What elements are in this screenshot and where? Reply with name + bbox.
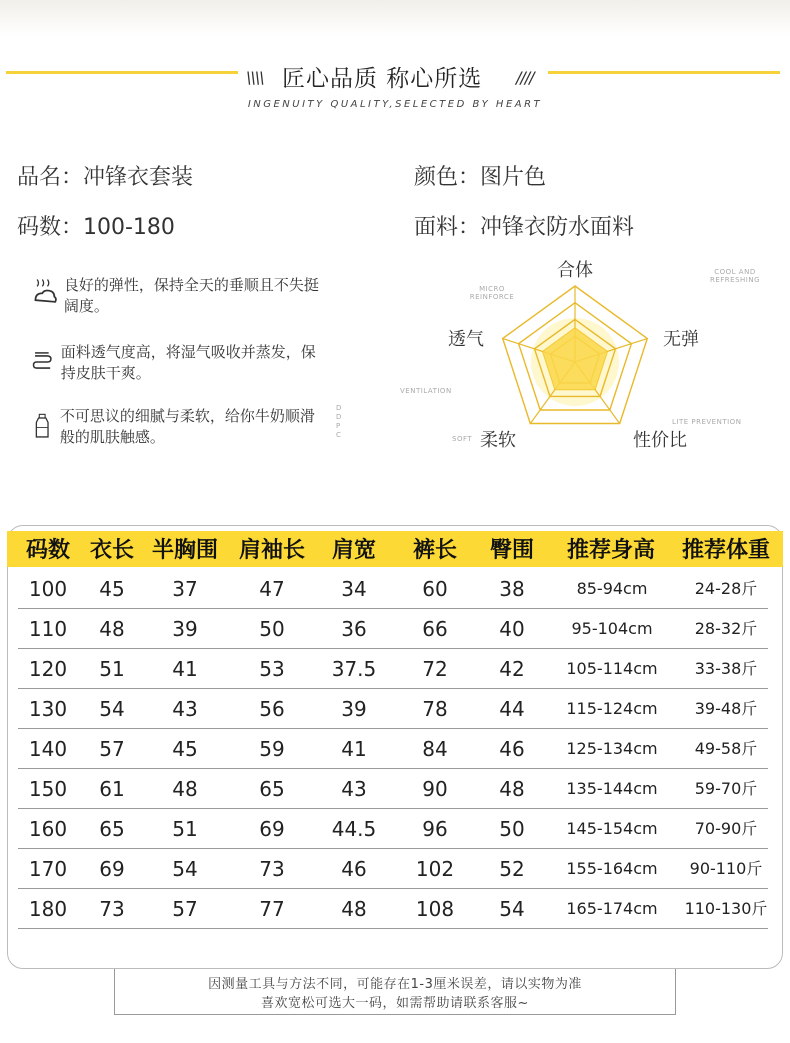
table-cell: 57 [99, 737, 125, 761]
table-cell: 100 [28, 577, 68, 601]
table-cell: 46 [499, 737, 525, 761]
table-cell: 77 [259, 897, 285, 921]
table-cell: 46 [341, 857, 367, 881]
table-cell: 90-110斤 [689, 859, 763, 878]
table-cell: 59 [259, 737, 285, 761]
table-cell: 73 [259, 857, 285, 881]
table-cell: 61 [99, 777, 125, 801]
table-cell: 44.5 [331, 817, 377, 841]
table-cell: 102 [415, 857, 455, 881]
table-cell: 28-32斤 [694, 619, 758, 638]
table-cell: 54 [499, 897, 525, 921]
col-header-pants-length: 裤长 [412, 538, 457, 563]
ghost-label-micro: MICRO REINFORCE [469, 285, 515, 301]
ghost-label-ventilation: VENTILATION [400, 387, 452, 395]
table-cell: 69 [259, 817, 285, 841]
table-cell: 48 [99, 617, 125, 641]
table-cell: 54 [99, 697, 125, 721]
table-cell: 42 [499, 657, 525, 681]
table-cell: 49-58斤 [694, 739, 758, 758]
table-cell: 59-70斤 [694, 779, 758, 798]
table-cell: 135-144cm [566, 779, 658, 798]
radar-label-no-stretch: 无弹 [663, 329, 699, 350]
table-cell: 66 [422, 617, 448, 641]
table-cell: 52 [499, 857, 525, 881]
table-cell: 24-28斤 [694, 579, 758, 598]
radar-label-soft: 柔软 [480, 430, 516, 451]
table-cell: 96 [422, 817, 448, 841]
table-cell: 33-38斤 [694, 659, 758, 678]
table-cell: 115-124cm [566, 699, 658, 718]
table-cell: 51 [172, 817, 198, 841]
table-cell: 45 [172, 737, 198, 761]
product-color: 颜色：图片色 [414, 165, 547, 190]
col-header-shoulder: 肩宽 [331, 538, 376, 563]
table-cell: 108 [415, 897, 455, 921]
feature-text: 良好的弹性，保持全天的垂顺且不失挺阔度。 [63, 276, 319, 315]
header-subtitle: INGENUITY QUALITY,SELECTED BY HEART [247, 99, 543, 110]
ghost-label-ddpc: DDPC [336, 404, 342, 439]
feature-text: 面料透气度高，将湿气吸收并蒸发，保持皮肤干爽。 [60, 343, 316, 382]
table-cell: 90 [422, 777, 448, 801]
table-cell: 105-114cm [566, 659, 658, 678]
ghost-label-soft: SOFT [452, 435, 473, 443]
table-cell: 110-130斤 [684, 899, 768, 918]
table-row [18, 569, 768, 609]
table-cell: 38 [499, 577, 525, 601]
table-cell: 43 [341, 777, 367, 801]
table-cell: 125-134cm [566, 739, 658, 758]
table-cell: 54 [172, 857, 198, 881]
table-cell: 120 [28, 657, 68, 681]
header-title: 匠心品质 称心所选 [282, 66, 483, 92]
table-cell: 85-94cm [576, 579, 648, 598]
col-header-height: 推荐身高 [566, 538, 655, 563]
table-cell: 39-48斤 [694, 699, 758, 718]
note-line-1: 因测量工具与方法不同，可能存在1-3厘米误差，请以实物为准 [208, 977, 582, 992]
radar-label-value: 性价比 [633, 430, 687, 451]
table-cell: 48 [499, 777, 525, 801]
table-row [18, 729, 768, 769]
note-line-2: 喜欢宽松可选大一码，如需帮助请联系客服~ [261, 996, 529, 1011]
table-cell: 150 [28, 777, 68, 801]
table-cell: 40 [499, 617, 525, 641]
table-row [18, 889, 768, 929]
table-cell: 34 [341, 577, 367, 601]
table-cell: 95-104cm [571, 619, 653, 638]
ghost-label-cool: COOL AND REFRESHING [709, 268, 761, 284]
table-cell: 50 [499, 817, 525, 841]
table-cell: 41 [341, 737, 367, 761]
table-cell: 44 [499, 697, 525, 721]
table-cell: 57 [172, 897, 198, 921]
col-header-top-length: 衣长 [89, 538, 134, 563]
table-cell: 155-164cm [566, 859, 658, 878]
table-cell: 65 [99, 817, 125, 841]
table-cell: 37 [172, 577, 198, 601]
col-header-half-chest: 半胸围 [151, 538, 218, 563]
table-cell: 60 [422, 577, 448, 601]
product-name: 品名：冲锋衣套装 [17, 165, 194, 190]
table-cell: 47 [259, 577, 285, 601]
col-header-hip: 臀围 [489, 538, 534, 563]
table-cell: 73 [99, 897, 125, 921]
table-row [18, 809, 768, 849]
table-cell: 51 [99, 657, 125, 681]
table-cell: 41 [172, 657, 198, 681]
table-cell: 180 [28, 897, 68, 921]
table-cell: 110 [28, 617, 68, 641]
table-cell: 145-154cm [566, 819, 658, 838]
table-row [18, 769, 768, 809]
table-cell: 43 [172, 697, 198, 721]
table-cell: 170 [28, 857, 68, 881]
table-row [18, 649, 768, 689]
table-cell: 78 [422, 697, 448, 721]
header-slashes-right: //// [516, 68, 534, 87]
table-cell: 45 [99, 577, 125, 601]
col-header-weight: 推荐体重 [681, 538, 770, 563]
feature-text: 不可思议的细腻与柔软，给你牛奶顺滑般的肌肤触感。 [59, 407, 315, 446]
table-cell: 36 [341, 617, 367, 641]
table-cell: 84 [422, 737, 448, 761]
table-cell: 69 [99, 857, 125, 881]
table-cell: 48 [172, 777, 198, 801]
table-row [18, 609, 768, 649]
table-cell: 53 [259, 657, 285, 681]
ghost-label-lite: LITE PREVENTION [672, 418, 742, 426]
product-size-range: 码数：100-180 [17, 215, 175, 240]
table-cell: 70-90斤 [694, 819, 758, 838]
table-cell: 56 [259, 697, 285, 721]
table-cell: 130 [28, 697, 68, 721]
table-row [18, 849, 768, 889]
col-header-size: 码数 [25, 538, 70, 563]
table-cell: 48 [341, 897, 367, 921]
radar-label-breathable: 透气 [448, 329, 484, 350]
table-cell: 165-174cm [566, 899, 658, 918]
table-cell: 37.5 [331, 657, 377, 681]
table-cell: 160 [28, 817, 68, 841]
table-cell: 140 [28, 737, 68, 761]
table-cell: 39 [172, 617, 198, 641]
radar-label-fit: 合体 [557, 260, 593, 281]
col-header-sleeve: 肩袖长 [238, 538, 305, 563]
table-cell: 39 [341, 697, 367, 721]
table-row [18, 689, 768, 729]
table-cell: 72 [422, 657, 448, 681]
table-cell: 50 [259, 617, 285, 641]
product-fabric: 面料：冲锋衣防水面料 [414, 215, 635, 240]
header-slashes-left: \\\\ [246, 68, 264, 87]
table-cell: 65 [259, 777, 285, 801]
